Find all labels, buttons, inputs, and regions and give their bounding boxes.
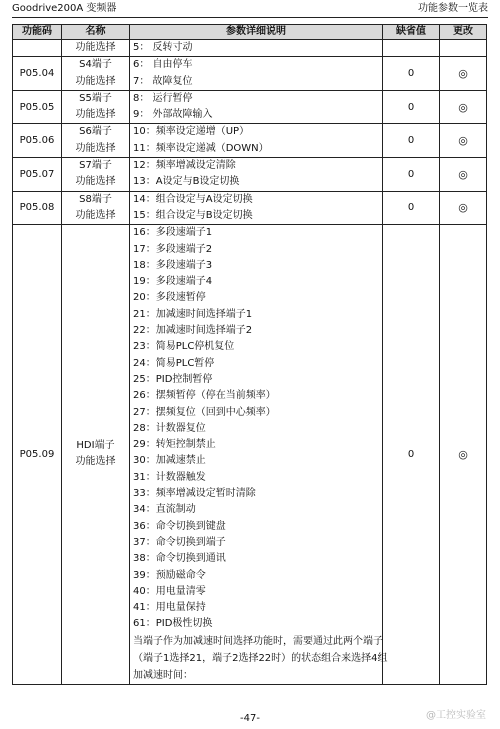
- table-row: [13, 158, 487, 192]
- description-line: 10：频率设定递增（UP）: [133, 126, 250, 138]
- default-value: 0: [383, 225, 440, 684]
- default-value: 0: [383, 90, 440, 124]
- default-value: 0: [383, 57, 440, 91]
- description-line: 13：A设定与B设定切换: [133, 176, 240, 188]
- function-name-line: S7端子: [79, 160, 112, 172]
- description-note-line: 加减速时间：: [133, 669, 193, 681]
- description-line: 19：多段速端子4: [133, 276, 213, 288]
- description-line: 9： 外部故障输入: [133, 109, 213, 121]
- change-attribute: ◎: [440, 158, 487, 192]
- function-code: [13, 40, 62, 57]
- function-name-line: 功能选择: [75, 142, 116, 154]
- description-note-line: （端子1选择21，端子2选择22时）的状态组合来选择4组: [133, 652, 388, 664]
- change-attribute: ◎: [440, 124, 487, 158]
- change-attribute: ◎: [440, 90, 487, 124]
- description-line: 38：命令切换到通讯: [133, 553, 226, 565]
- default-value: 0: [383, 158, 440, 192]
- function-name-line: 功能选择: [75, 456, 116, 468]
- description-line: 30：加减速禁止: [133, 455, 206, 467]
- description-line: 21：加减速时间选择端子1: [133, 308, 253, 320]
- description-line: 18：多段速端子3: [133, 259, 213, 271]
- change-attribute: ◎: [440, 225, 487, 684]
- description-line: 15：组合设定与B设定切换: [133, 209, 253, 221]
- function-name-line: S4端子: [79, 59, 112, 71]
- change-attribute: [440, 40, 487, 57]
- default-value: 0: [383, 191, 440, 225]
- description-line: 22：加减速时间选择端子2: [133, 325, 253, 337]
- function-code: P05.07: [13, 158, 62, 192]
- function-code: P05.04: [13, 57, 62, 91]
- description-line: 24：简易PLC暂停: [133, 357, 215, 369]
- page-header: [12, 2, 488, 16]
- function-code: P05.08: [13, 191, 62, 225]
- function-name: [62, 191, 130, 225]
- description-line: 41：用电量保持: [133, 602, 206, 614]
- function-name-line: 功能选择: [75, 75, 116, 87]
- table-header-row: [13, 25, 487, 40]
- function-name: [62, 40, 130, 57]
- description-line: 23：简易PLC停机复位: [133, 341, 235, 353]
- description-line: 14：组合设定与A设定切换: [133, 193, 253, 205]
- header-product-title: Goodrive200A 变频器: [12, 3, 117, 14]
- description-note-line: 当端子作为加减速时间选择功能时，需要通过此两个端子: [133, 635, 383, 647]
- description-line: 29：转矩控制禁止: [133, 439, 216, 451]
- function-name-line: S8端子: [79, 193, 112, 205]
- parameter-table: [12, 24, 487, 685]
- description: [130, 191, 383, 225]
- col-header-name: 名称: [62, 25, 130, 40]
- description-line: 40：用电量清零: [133, 585, 206, 597]
- description-line: 36：命令切换到键盘: [133, 520, 226, 532]
- description-line: 8： 运行暂停: [133, 92, 193, 104]
- col-header-default: 缺省值: [383, 25, 440, 40]
- description-line: 7： 故障复位: [133, 75, 193, 87]
- function-code: P05.09: [13, 225, 62, 684]
- function-name-line: 功能选择: [75, 42, 116, 53]
- change-attribute: ◎: [440, 191, 487, 225]
- description-line: 27：摆频复位（回到中心频率）: [133, 406, 276, 418]
- description: [130, 225, 388, 684]
- description-line: 6： 自由停车: [133, 59, 193, 71]
- description-line: 11：频率设定递减（DOWN）: [133, 142, 269, 154]
- description: [130, 124, 383, 158]
- description-line: 16：多段速端子1: [133, 227, 213, 239]
- col-header-change: 更改: [440, 25, 487, 40]
- function-name: [62, 225, 130, 684]
- page-number: -47-: [240, 713, 260, 724]
- description: [130, 158, 383, 192]
- description-line: 39：预励磁命令: [133, 569, 206, 581]
- default-value: [383, 40, 440, 57]
- description-line: 12：频率增减设定清除: [133, 160, 236, 172]
- function-code: P05.06: [13, 124, 62, 158]
- default-value: 0: [383, 124, 440, 158]
- table-row: [13, 191, 487, 225]
- description-line: 25：PID控制暂停: [133, 373, 213, 385]
- function-name: [62, 90, 130, 124]
- function-name-line: HDI端子: [76, 440, 115, 452]
- header-rule: [12, 17, 488, 18]
- function-name-line: S5端子: [79, 92, 112, 104]
- description: [130, 40, 383, 57]
- description: [130, 90, 383, 124]
- function-name-line: S6端子: [79, 126, 112, 138]
- col-header-description: 参数详细说明: [130, 25, 383, 40]
- table-row: [13, 225, 487, 684]
- description-line: 20：多段速暂停: [133, 292, 206, 304]
- function-name-line: 功能选择: [75, 176, 116, 188]
- col-header-code: 功能码: [13, 25, 62, 40]
- function-name: [62, 124, 130, 158]
- table-row: [13, 124, 487, 158]
- table-row: [13, 90, 487, 124]
- watermark: @工控实验室: [426, 710, 486, 721]
- description-line: 28：计数器复位: [133, 422, 206, 434]
- description-line: 5： 反转寸动: [133, 42, 193, 53]
- function-name-line: 功能选择: [75, 109, 116, 121]
- description-line: 17：多段速端子2: [133, 243, 213, 255]
- function-name: [62, 57, 130, 91]
- description-line: 61：PID极性切换: [133, 618, 213, 630]
- description-line: 33：频率增减设定暂时清除: [133, 488, 256, 500]
- table-row: [13, 40, 487, 57]
- description-line: 37：命令切换到端子: [133, 536, 226, 548]
- table-row: [13, 57, 487, 91]
- change-attribute: ◎: [440, 57, 487, 91]
- header-section-title: 功能参数一览表: [418, 3, 488, 14]
- description-line: 26：摆频暂停（停在当前频率）: [133, 390, 276, 402]
- description: [130, 57, 383, 91]
- description-line: 31：计数器触发: [133, 471, 206, 483]
- function-name-line: 功能选择: [75, 209, 116, 221]
- description-line: 34：直流制动: [133, 504, 196, 516]
- function-code: P05.05: [13, 90, 62, 124]
- function-name: [62, 158, 130, 192]
